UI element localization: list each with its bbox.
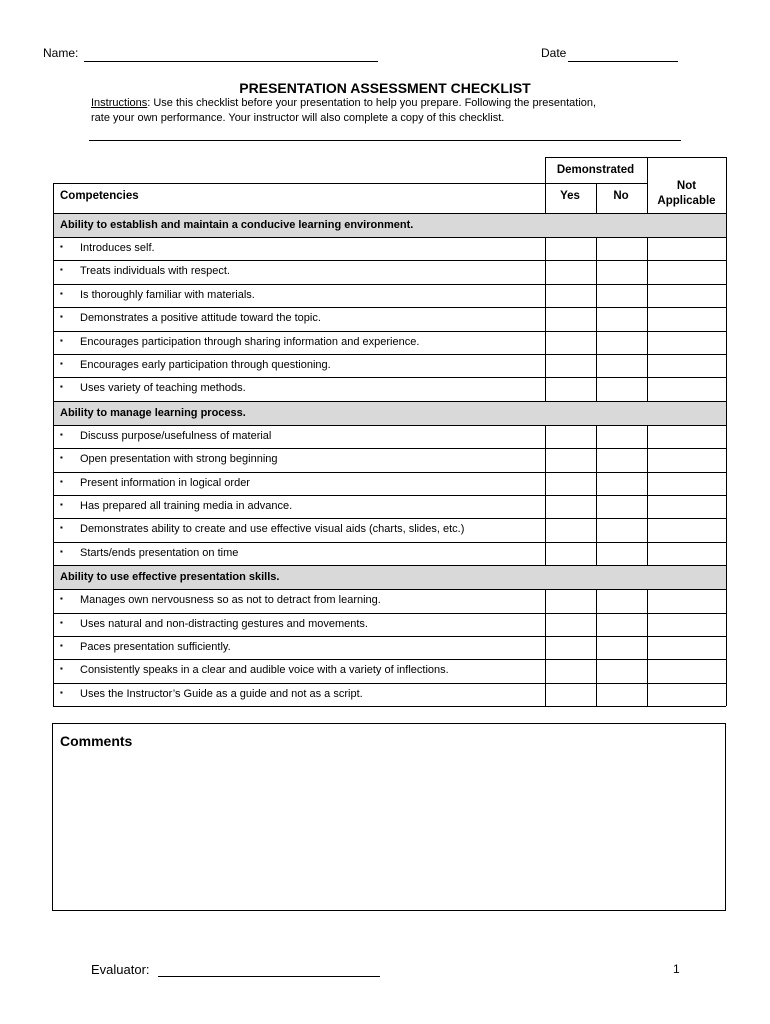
date-label: Date [541,46,567,60]
name-field[interactable] [84,61,378,62]
competencies-header: Competencies [60,190,139,202]
table-row [53,589,545,612]
evaluator-field[interactable] [158,976,380,977]
yes-checkbox-cell[interactable] [545,448,596,471]
table-row [53,636,545,659]
table-row [53,472,545,495]
na-checkbox-cell[interactable] [647,495,726,518]
instructions-line1: : Use this checklist before your presentation to help you prepare. Following the presentation, [147,97,597,109]
yes-checkbox-cell[interactable] [545,307,596,330]
no-checkbox-cell[interactable] [596,589,647,612]
yes-checkbox-cell[interactable] [545,613,596,636]
bullet-icon: ▪ [60,359,63,368]
yes-checkbox-cell[interactable] [545,495,596,518]
yes-checkbox-cell[interactable] [545,331,596,354]
competency-label: Demonstrates a positive attitude toward the topic. [80,312,321,324]
section-band [544,566,725,589]
table-row [53,495,545,518]
no-checkbox-cell[interactable] [596,683,647,706]
no-checkbox-cell[interactable] [596,659,647,682]
table-row [53,659,545,682]
na-checkbox-cell[interactable] [647,377,726,400]
competency-label: Treats individuals with respect. [80,265,230,277]
demonstrated-header: Demonstrated [556,164,635,176]
table-row [53,683,545,706]
yes-checkbox-cell[interactable] [545,518,596,541]
date-field[interactable] [568,61,678,62]
competency-label: Demonstrates ability to create and use effective visual aids (charts, slides, etc.) [80,523,465,535]
table-row [53,613,545,636]
name-label: Name: [43,46,79,60]
bullet-icon: ▪ [60,336,63,345]
bullet-icon: ▪ [60,289,63,298]
section-band [544,402,725,425]
yes-checkbox-cell[interactable] [545,284,596,307]
page-number: 1 [673,962,680,976]
yes-checkbox-cell[interactable] [545,472,596,495]
table-row [53,237,545,260]
competency-label: Uses the Instructor’s Guide as a guide and not as a script. [80,688,363,700]
competency-label: Introduces self. [80,242,155,254]
bullet-icon: ▪ [60,453,63,462]
yes-checkbox-cell[interactable] [545,542,596,565]
no-checkbox-cell[interactable] [596,354,647,377]
column-border [647,157,648,706]
na-checkbox-cell[interactable] [647,354,726,377]
table-row [53,284,545,307]
table-row [53,307,545,330]
row-border [53,706,726,707]
yes-checkbox-cell[interactable] [545,683,596,706]
bullet-icon: ▪ [60,688,63,697]
yes-checkbox-cell[interactable] [545,260,596,283]
yes-checkbox-cell[interactable] [545,659,596,682]
bullet-icon: ▪ [60,430,63,439]
no-checkbox-cell[interactable] [596,542,647,565]
yes-checkbox-cell[interactable] [545,377,596,400]
competency-label: Is thoroughly familiar with materials. [80,289,255,301]
evaluator-label: Evaluator: [91,962,150,977]
bullet-icon: ▪ [60,641,63,650]
competency-label: Has prepared all training media in advance. [80,500,293,512]
table-border [545,157,726,158]
bullet-icon: ▪ [60,477,63,486]
table-row [53,425,545,448]
page-title: PRESENTATION ASSESSMENT CHECKLIST [239,80,531,96]
table-row [53,448,545,471]
bullet-icon: ▪ [60,265,63,274]
table-border [53,183,647,184]
table-row [53,354,545,377]
no-checkbox-cell[interactable] [596,495,647,518]
instructions [91,96,691,126]
competency-label: Encourages participation through sharing information and experience. [80,336,420,348]
competency-label: Encourages early participation through questioning. [80,359,331,371]
no-checkbox-cell[interactable] [596,377,647,400]
no-checkbox-cell[interactable] [596,472,647,495]
column-border [596,183,597,706]
na-checkbox-cell[interactable] [647,589,726,612]
no-header: No [613,190,629,202]
yes-header: Yes [560,190,580,202]
table-row [53,377,545,400]
table-row [53,518,545,541]
table-row [53,331,545,354]
competency-label: Starts/ends presentation on time [80,547,239,559]
na-checkbox-cell[interactable] [647,542,726,565]
column-border [545,157,546,706]
separator-line [89,140,681,141]
competency-label: Consistently speaks in a clear and audible voice with a variety of inflections. [80,664,449,676]
na-checkbox-cell[interactable] [647,472,726,495]
no-checkbox-cell[interactable] [596,260,647,283]
comments-label: Comments [60,733,133,749]
competency-label: Present information in logical order [80,477,250,489]
no-checkbox-cell[interactable] [596,613,647,636]
na-checkbox-cell[interactable] [647,425,726,448]
section-header: Ability to use effective presentation skills. [53,565,726,589]
bullet-icon: ▪ [60,618,63,627]
competency-label: Open presentation with strong beginning [80,453,278,465]
table-row [53,542,545,565]
bullet-icon: ▪ [60,500,63,509]
bullet-icon: ▪ [60,664,63,673]
section-header: Ability to manage learning process. [53,401,726,425]
bullet-icon: ▪ [60,594,63,603]
comments-box[interactable] [52,723,726,911]
yes-checkbox-cell[interactable] [545,237,596,260]
bullet-icon: ▪ [60,523,63,532]
na-checkbox-cell[interactable] [647,613,726,636]
section-band [544,214,725,237]
no-checkbox-cell[interactable] [596,307,647,330]
no-checkbox-cell[interactable] [596,518,647,541]
no-checkbox-cell[interactable] [596,284,647,307]
bullet-icon: ▪ [60,242,63,251]
yes-checkbox-cell[interactable] [545,636,596,659]
no-checkbox-cell[interactable] [596,425,647,448]
yes-checkbox-cell[interactable] [545,425,596,448]
instructions-line2: rate your own performance. Your instructor will also complete a copy of this checklist. [91,112,505,124]
na-checkbox-cell[interactable] [647,284,726,307]
na-checkbox-cell[interactable] [647,331,726,354]
section-header: Ability to establish and maintain a conducive learning environment. [53,213,726,237]
no-checkbox-cell[interactable] [596,636,647,659]
na-checkbox-cell[interactable] [647,260,726,283]
na-checkbox-cell[interactable] [647,307,726,330]
na-checkbox-cell[interactable] [647,237,726,260]
na-checkbox-cell[interactable] [647,448,726,471]
competency-label: Uses natural and non-distracting gestures and movements. [80,618,368,630]
na-checkbox-cell[interactable] [647,636,726,659]
table-row [53,260,545,283]
competency-label: Manages own nervousness so as not to detract from learning. [80,594,381,606]
instructions-label: Instructions [91,97,148,109]
yes-checkbox-cell[interactable] [545,589,596,612]
column-border [726,157,727,706]
table-border [53,183,54,706]
bullet-icon: ▪ [60,382,63,391]
na-checkbox-cell[interactable] [647,683,726,706]
competency-label: Discuss purpose/usefulness of material [80,430,272,442]
competency-label: Uses variety of teaching methods. [80,382,246,394]
no-checkbox-cell[interactable] [596,237,647,260]
competency-label: Paces presentation sufficiently. [80,641,231,653]
yes-checkbox-cell[interactable] [545,354,596,377]
not-applicable-line2: Applicable [657,195,716,207]
no-checkbox-cell[interactable] [596,331,647,354]
bullet-icon: ▪ [60,312,63,321]
na-checkbox-cell[interactable] [647,518,726,541]
na-checkbox-cell[interactable] [647,659,726,682]
not-applicable-header [647,179,726,209]
not-applicable-line1: Not [676,180,697,192]
bullet-icon: ▪ [60,547,63,556]
no-checkbox-cell[interactable] [596,448,647,471]
